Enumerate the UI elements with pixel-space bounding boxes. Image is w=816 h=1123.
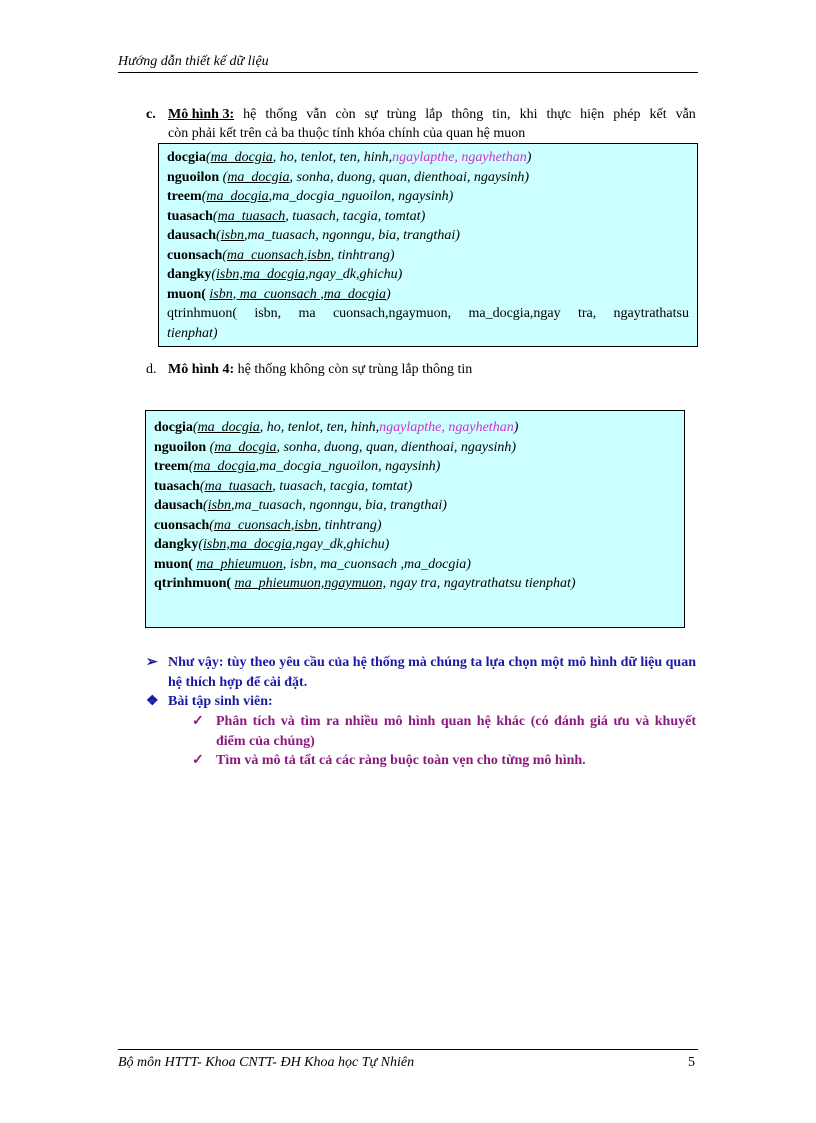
schema-row-dausach: dausach(isbn,ma_tuasach, ngonngu, bia, trangthai) xyxy=(154,498,447,513)
schema-row-docgia: docgia(ma_docgia, ho, tenlot, ten, hinh,ngaylapthe, ngayhethan) xyxy=(167,150,532,165)
model-3-line1: Mô hình 3: hệ thống vẫn còn sự trùng lắp thông tin, khi thực hiện phép kết vẫn xyxy=(168,107,696,122)
check-icon: ✓ xyxy=(192,714,204,729)
conclusion xyxy=(146,653,696,693)
model-4-label: Mô hình 4: xyxy=(168,362,235,377)
schema-row-qtrinhmuon: qtrinhmuon( isbn, ma cuonsach,ngaymuon, ma_docgia,ngay tra, ngaytrathatsu xyxy=(167,306,689,321)
schema-row-cuonsach: cuonsach(ma_cuonsach,isbn, tinhtrang) xyxy=(154,517,382,533)
exercise-item: ✓ Phân tích và tìm ra nhiều mô hình quan hệ khác (có đánh giá ưu và khuyết điểm của chúng) xyxy=(192,714,696,749)
footer-rule xyxy=(118,1049,698,1050)
exercise-item: ✓ Tìm và mô tả tất cả các ràng buộc toàn vẹn cho từng mô hình. xyxy=(192,751,696,771)
model-3-marker: c. xyxy=(146,107,156,122)
conclusion-text: Như vậy: tùy theo yêu cầu của hệ thống mà chúng ta lựa chọn một mô hình dữ liệu quan hệ thích hợp để cài đặt. xyxy=(168,655,696,690)
schema-row-docgia: docgia(ma_docgia, ho, tenlot, ten, hinh,ngaylapthe, ngayhethan) xyxy=(154,420,519,435)
diamond-bullet-icon: ❖ xyxy=(146,694,159,709)
model-4-schema-box xyxy=(145,410,685,628)
exercises-title: Bài tập sinh viên: xyxy=(168,694,273,709)
schema-row-dangky: dangky(isbn,ma_docgia,ngay_dk,ghichu) xyxy=(167,267,403,282)
schema-row-muon: muon( isbn, ma_cuonsach ,ma_docgia) xyxy=(167,286,391,302)
model-3-line2: còn phải kết trên cả ba thuộc tính khóa chính của quan hệ muon xyxy=(168,126,526,141)
page-footer: Bộ môn HTTT- Khoa CNTT- ĐH Khoa học Tự Nhiên xyxy=(118,1055,415,1070)
page-header: Hướng dẫn thiết kế dữ liệu xyxy=(118,54,269,69)
model-3-schema-box xyxy=(158,143,698,347)
schema-row-tuasach: tuasach(ma_tuasach, tuasach, tacgia, tomtat) xyxy=(154,478,413,494)
schema-row-muon: muon( ma_phieumuon, isbn, ma_cuonsach ,ma_docgia) xyxy=(154,556,471,572)
model-4-marker: d. xyxy=(146,362,157,377)
schema-row-nguoilon: nguoilon (ma_docgia, sonha, duong, quan, dienthoai, ngaysinh) xyxy=(154,439,517,455)
check-icon: ✓ xyxy=(192,753,204,768)
schema-row-dausach: dausach(isbn,ma_tuasach, ngonngu, bia, trangthai) xyxy=(167,228,460,243)
model-4-text: hệ thống không còn sự trùng lắp thông tin xyxy=(237,362,473,377)
arrow-bullet-icon: ➢ xyxy=(146,655,158,670)
exercises-heading xyxy=(146,692,273,712)
schema-row-cuonsach: cuonsach(ma_cuonsach,isbn, tinhtrang) xyxy=(167,247,395,263)
schema-row-treem: treem(ma_docgia,ma_docgia_nguoilon, ngaysinh) xyxy=(167,189,454,204)
page-number: 5 xyxy=(688,1055,695,1070)
model-3-section xyxy=(146,105,696,143)
header-rule xyxy=(118,72,698,73)
schema-row-qtrinhmuon: qtrinhmuon( ma_phieumuon,ngaymuon, ngay tra, ngaytrathatsu tienphat) xyxy=(154,576,576,591)
schema-row-dangky: dangky(isbn,ma_docgia,ngay_dk,ghichu) xyxy=(154,537,390,552)
schema-row-tuasach: tuasach(ma_tuasach, tuasach, tacgia, tomtat) xyxy=(167,208,426,224)
schema-row-treem: treem(ma_docgia,ma_docgia_nguoilon, ngaysinh) xyxy=(154,459,441,474)
model-3-label: Mô hình 3: xyxy=(168,107,235,122)
schema-row-qtrinhmuon-cont: tienphat) xyxy=(167,325,218,341)
schema-row-nguoilon: nguoilon (ma_docgia, sonha, duong, quan, dienthoai, ngaysinh) xyxy=(167,169,530,185)
model-4-section xyxy=(146,362,472,378)
